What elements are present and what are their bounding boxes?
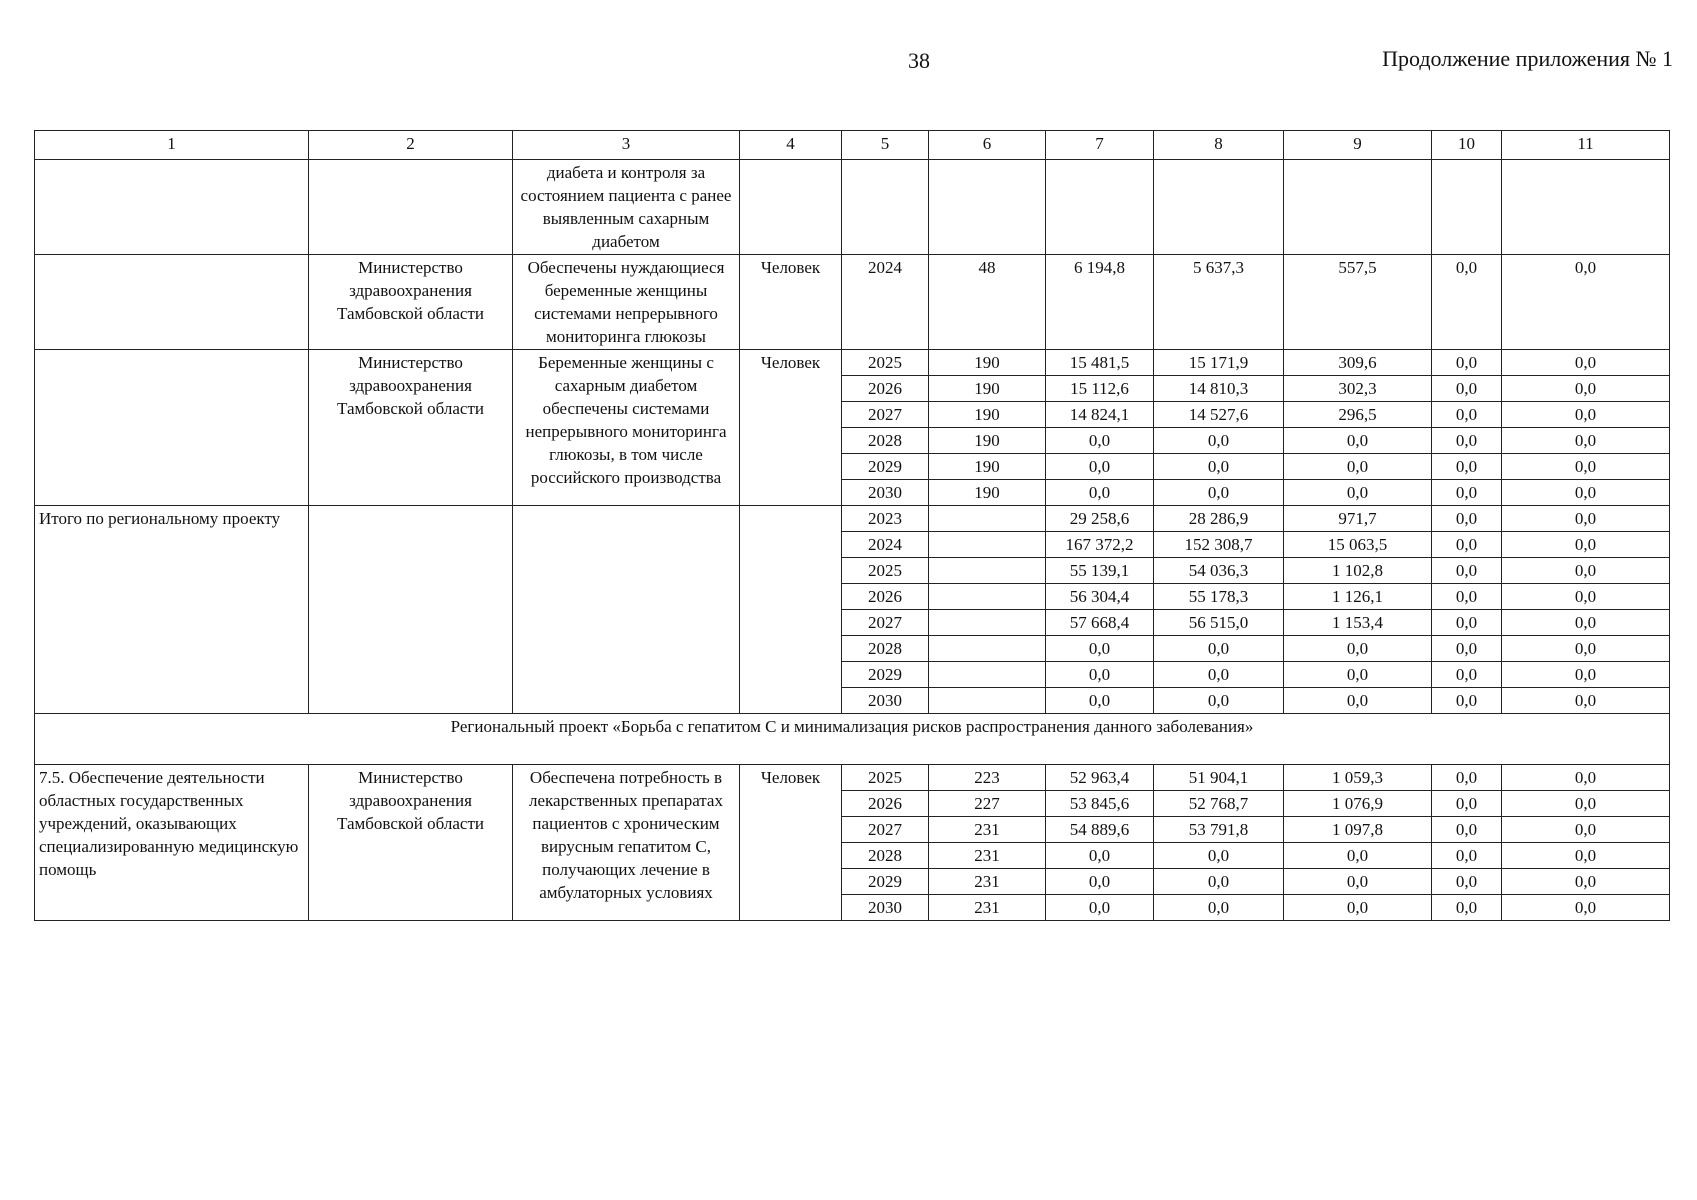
cont-col8 xyxy=(1154,160,1284,255)
block-b-col10: 0,0 xyxy=(1432,480,1502,506)
total-col10: 0,0 xyxy=(1432,662,1502,688)
total-regional: 15 063,5 xyxy=(1284,532,1432,558)
total-federal: 54 036,3 xyxy=(1154,558,1284,584)
total-federal: 0,0 xyxy=(1154,688,1284,714)
block-b-year: 2030 xyxy=(842,480,929,506)
cont-col7 xyxy=(1046,160,1154,255)
block-a-col11: 0,0 xyxy=(1502,255,1670,350)
block-a-col10: 0,0 xyxy=(1432,255,1502,350)
cont-col5 xyxy=(842,160,929,255)
total-quantity xyxy=(929,662,1046,688)
total-total: 0,0 xyxy=(1046,636,1154,662)
total-year: 2026 xyxy=(842,584,929,610)
cont-description: диабета и контроля за состоянием пациента с ранее выявленным сахарным диабетом xyxy=(513,160,740,255)
block-c-col1: 7.5. Обеспечение деятельности областных государственных учреждений, оказывающих специализированную медицинскую помощь xyxy=(35,765,309,921)
column-number-9: 9 xyxy=(1284,131,1432,160)
block-c-quantity: 231 xyxy=(929,817,1046,843)
block-c-quantity: 227 xyxy=(929,791,1046,817)
total-col11: 0,0 xyxy=(1502,636,1670,662)
block-b-col1 xyxy=(35,350,309,506)
cont-col6 xyxy=(929,160,1046,255)
block-b-federal: 0,0 xyxy=(1154,428,1284,454)
block-b-quantity: 190 xyxy=(929,454,1046,480)
block-b-federal: 14 810,3 xyxy=(1154,376,1284,402)
total-year: 2028 xyxy=(842,636,929,662)
block-a-col1 xyxy=(35,255,309,350)
block-c-description: Обеспечена потребность в лекарственных препаратах пациентов с хроническим вирусным гепатитом С, получающих лечение в амбулаторных условиях xyxy=(513,765,740,921)
total-year: 2027 xyxy=(842,610,929,636)
section-title-row xyxy=(35,714,1670,765)
total-col11: 0,0 xyxy=(1502,532,1670,558)
block-b-total: 15 481,5 xyxy=(1046,350,1154,376)
total-col11: 0,0 xyxy=(1502,662,1670,688)
block-c-regional: 1 059,3 xyxy=(1284,765,1432,791)
page-header-note: Продолжение приложения № 1 xyxy=(1382,46,1673,71)
total-quantity xyxy=(929,558,1046,584)
block-c-col10: 0,0 xyxy=(1432,765,1502,791)
total-col10: 0,0 xyxy=(1432,558,1502,584)
total-col11: 0,0 xyxy=(1502,584,1670,610)
block-c-total: 54 889,6 xyxy=(1046,817,1154,843)
total-regional: 0,0 xyxy=(1284,636,1432,662)
total-year: 2029 xyxy=(842,662,929,688)
block-a-total: 6 194,8 xyxy=(1046,255,1154,350)
block-c-quantity: 231 xyxy=(929,869,1046,895)
block-c-year: 2030 xyxy=(842,895,929,921)
block-b-total: 15 112,6 xyxy=(1046,376,1154,402)
total-col10: 0,0 xyxy=(1432,688,1502,714)
block-c-col11: 0,0 xyxy=(1502,817,1670,843)
total-year: 2024 xyxy=(842,532,929,558)
block-b-federal: 15 171,9 xyxy=(1154,350,1284,376)
block-b-year: 2029 xyxy=(842,454,929,480)
block-b-federal: 0,0 xyxy=(1154,454,1284,480)
total-col10: 0,0 xyxy=(1432,584,1502,610)
block-b-col11: 0,0 xyxy=(1502,480,1670,506)
block-c-federal: 51 904,1 xyxy=(1154,765,1284,791)
block-c-col10: 0,0 xyxy=(1432,895,1502,921)
block-c-year: 2026 xyxy=(842,791,929,817)
block-b-quantity: 190 xyxy=(929,402,1046,428)
block-c-quantity: 231 xyxy=(929,843,1046,869)
total-quantity xyxy=(929,610,1046,636)
block-c-unit: Человек xyxy=(740,765,842,921)
block-b-total: 0,0 xyxy=(1046,428,1154,454)
total-col1: Итого по региональному проекту xyxy=(35,506,309,714)
cont-col1 xyxy=(35,160,309,255)
cont-col10 xyxy=(1432,160,1502,255)
column-number-row xyxy=(35,131,1670,160)
block-b-quantity: 190 xyxy=(929,428,1046,454)
block-c-col10: 0,0 xyxy=(1432,791,1502,817)
total-federal: 0,0 xyxy=(1154,636,1284,662)
block-b-unit: Человек xyxy=(740,350,842,506)
block-c-col11: 0,0 xyxy=(1502,895,1670,921)
block-b-col11: 0,0 xyxy=(1502,376,1670,402)
column-number-8: 8 xyxy=(1154,131,1284,160)
block-b-regional: 0,0 xyxy=(1284,480,1432,506)
block-c-federal: 0,0 xyxy=(1154,895,1284,921)
total-quantity xyxy=(929,584,1046,610)
total-regional: 1 126,1 xyxy=(1284,584,1432,610)
column-number-7: 7 xyxy=(1046,131,1154,160)
block-b-year: 2028 xyxy=(842,428,929,454)
total-year: 2030 xyxy=(842,688,929,714)
total-col11: 0,0 xyxy=(1502,506,1670,532)
block-c-year: 2027 xyxy=(842,817,929,843)
block-b-col11: 0,0 xyxy=(1502,454,1670,480)
total-federal: 56 515,0 xyxy=(1154,610,1284,636)
column-number-3: 3 xyxy=(513,131,740,160)
column-number-2: 2 xyxy=(309,131,513,160)
block-a-unit: Человек xyxy=(740,255,842,350)
total-regional: 0,0 xyxy=(1284,688,1432,714)
cont-col9 xyxy=(1284,160,1432,255)
total-total: 0,0 xyxy=(1046,688,1154,714)
total-year: 2025 xyxy=(842,558,929,584)
block-b-col10: 0,0 xyxy=(1432,376,1502,402)
total-unit xyxy=(740,506,842,714)
column-number-10: 10 xyxy=(1432,131,1502,160)
block-c-col10: 0,0 xyxy=(1432,869,1502,895)
block-c-year: 2029 xyxy=(842,869,929,895)
block-b-col10: 0,0 xyxy=(1432,428,1502,454)
block-b-ministry: Министерство здравоохранения Тамбовской области xyxy=(309,350,513,506)
total-col10: 0,0 xyxy=(1432,532,1502,558)
block-c-ministry: Министерство здравоохранения Тамбовской области xyxy=(309,765,513,921)
page-number: 38 xyxy=(908,48,930,73)
block-a-row xyxy=(35,255,1670,350)
total-col10: 0,0 xyxy=(1432,636,1502,662)
block-b-col11: 0,0 xyxy=(1502,402,1670,428)
block-c-regional: 0,0 xyxy=(1284,869,1432,895)
total-federal: 55 178,3 xyxy=(1154,584,1284,610)
total-federal: 152 308,7 xyxy=(1154,532,1284,558)
column-number-11: 11 xyxy=(1502,131,1670,160)
block-c-regional: 1 097,8 xyxy=(1284,817,1432,843)
block-b-description: Беременные женщины с сахарным диабетом обеспечены системами непрерывного мониторинга глюкозы, в том числе российского производства xyxy=(513,350,740,506)
block-b-total: 0,0 xyxy=(1046,480,1154,506)
block-a-description: Обеспечены нуждающиеся беременные женщины системами непрерывного мониторинга глюкозы xyxy=(513,255,740,350)
cont-col11 xyxy=(1502,160,1670,255)
block-b-federal: 0,0 xyxy=(1154,480,1284,506)
cont-col4 xyxy=(740,160,842,255)
cont-col2 xyxy=(309,160,513,255)
block-b-col10: 0,0 xyxy=(1432,454,1502,480)
block-c-total: 53 845,6 xyxy=(1046,791,1154,817)
block-b-regional: 302,3 xyxy=(1284,376,1432,402)
block-c-col11: 0,0 xyxy=(1502,843,1670,869)
block-a-ministry: Министерство здравоохранения Тамбовской области xyxy=(309,255,513,350)
column-number-5: 5 xyxy=(842,131,929,160)
total-col10: 0,0 xyxy=(1432,610,1502,636)
column-number-6: 6 xyxy=(929,131,1046,160)
block-b-year: 2025 xyxy=(842,350,929,376)
block-b-regional: 309,6 xyxy=(1284,350,1432,376)
block-b-year: 2026 xyxy=(842,376,929,402)
block-b-quantity: 190 xyxy=(929,480,1046,506)
block-b-row xyxy=(35,350,1670,376)
block-b-col10: 0,0 xyxy=(1432,350,1502,376)
total-quantity xyxy=(929,688,1046,714)
block-c-federal: 52 768,7 xyxy=(1154,791,1284,817)
total-col11: 0,0 xyxy=(1502,610,1670,636)
block-c-col10: 0,0 xyxy=(1432,843,1502,869)
block-b-year: 2027 xyxy=(842,402,929,428)
total-total: 29 258,6 xyxy=(1046,506,1154,532)
block-b-col10: 0,0 xyxy=(1432,402,1502,428)
block-b-regional: 0,0 xyxy=(1284,454,1432,480)
total-total: 55 139,1 xyxy=(1046,558,1154,584)
block-b-regional: 0,0 xyxy=(1284,428,1432,454)
total-regional: 1 102,8 xyxy=(1284,558,1432,584)
block-b-col11: 0,0 xyxy=(1502,350,1670,376)
column-number-1: 1 xyxy=(35,131,309,160)
total-col11: 0,0 xyxy=(1502,688,1670,714)
total-col11: 0,0 xyxy=(1502,558,1670,584)
block-c-row xyxy=(35,765,1670,791)
continuation-row xyxy=(35,160,1670,255)
total-quantity xyxy=(929,636,1046,662)
total-quantity xyxy=(929,532,1046,558)
block-a-quantity: 48 xyxy=(929,255,1046,350)
block-a-year: 2024 xyxy=(842,255,929,350)
block-b-regional: 296,5 xyxy=(1284,402,1432,428)
block-c-col11: 0,0 xyxy=(1502,869,1670,895)
block-c-regional: 1 076,9 xyxy=(1284,791,1432,817)
total-total: 167 372,2 xyxy=(1046,532,1154,558)
block-c-total: 0,0 xyxy=(1046,869,1154,895)
total-description xyxy=(513,506,740,714)
block-c-col10: 0,0 xyxy=(1432,817,1502,843)
block-b-total: 0,0 xyxy=(1046,454,1154,480)
block-c-col11: 0,0 xyxy=(1502,791,1670,817)
block-b-federal: 14 527,6 xyxy=(1154,402,1284,428)
total-year: 2023 xyxy=(842,506,929,532)
block-c-total: 0,0 xyxy=(1046,895,1154,921)
block-c-total: 0,0 xyxy=(1046,843,1154,869)
total-total: 56 304,4 xyxy=(1046,584,1154,610)
total-federal: 0,0 xyxy=(1154,662,1284,688)
total-quantity xyxy=(929,506,1046,532)
total-col10: 0,0 xyxy=(1432,506,1502,532)
block-b-quantity: 190 xyxy=(929,350,1046,376)
block-a-regional: 557,5 xyxy=(1284,255,1432,350)
block-c-year: 2028 xyxy=(842,843,929,869)
block-c-federal: 53 791,8 xyxy=(1154,817,1284,843)
block-c-federal: 0,0 xyxy=(1154,869,1284,895)
total-ministry xyxy=(309,506,513,714)
block-c-quantity: 231 xyxy=(929,895,1046,921)
column-number-4: 4 xyxy=(740,131,842,160)
total-regional: 0,0 xyxy=(1284,662,1432,688)
block-c-col11: 0,0 xyxy=(1502,765,1670,791)
total-regional: 1 153,4 xyxy=(1284,610,1432,636)
total-row xyxy=(35,506,1670,532)
total-total: 0,0 xyxy=(1046,662,1154,688)
section-title: Региональный проект «Борьба с гепатитом С и минимализация рисков распространения данного заболевания» xyxy=(35,714,1670,765)
block-a-federal: 5 637,3 xyxy=(1154,255,1284,350)
total-total: 57 668,4 xyxy=(1046,610,1154,636)
block-c-total: 52 963,4 xyxy=(1046,765,1154,791)
block-c-year: 2025 xyxy=(842,765,929,791)
budget-table xyxy=(34,130,1670,921)
block-c-regional: 0,0 xyxy=(1284,843,1432,869)
block-c-federal: 0,0 xyxy=(1154,843,1284,869)
total-regional: 971,7 xyxy=(1284,506,1432,532)
block-b-col11: 0,0 xyxy=(1502,428,1670,454)
block-c-quantity: 223 xyxy=(929,765,1046,791)
block-b-total: 14 824,1 xyxy=(1046,402,1154,428)
block-c-regional: 0,0 xyxy=(1284,895,1432,921)
total-federal: 28 286,9 xyxy=(1154,506,1284,532)
block-b-quantity: 190 xyxy=(929,376,1046,402)
